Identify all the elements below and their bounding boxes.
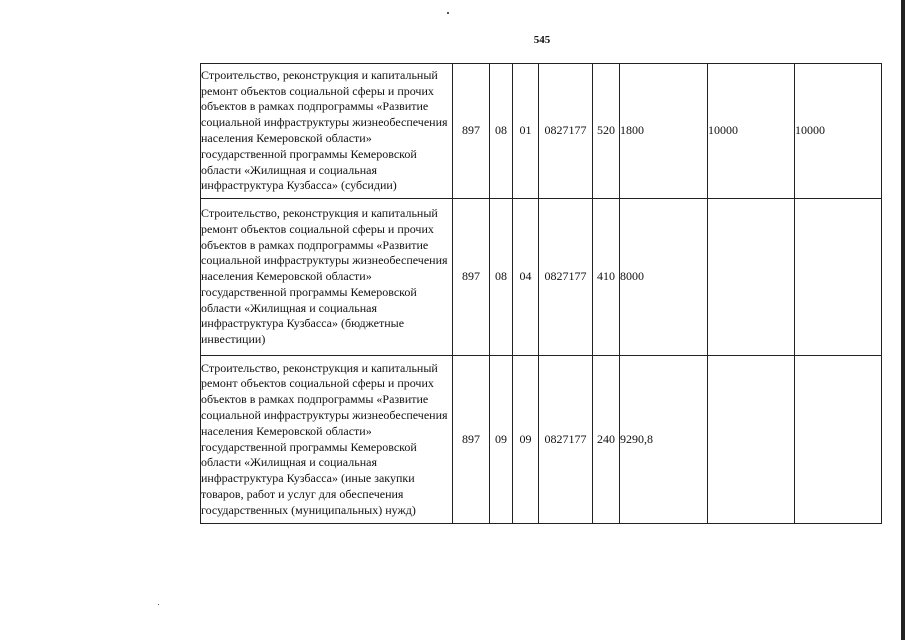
row-description: Строительство, реконструкция и капитальный ремонт объектов социальной сферы и прочих объектов в рамках подпрограммы «Развитие социальной инфраструктуры жизнеобеспечения населения Кемеровской области» государственной программы Кемеровской области «Жилищная и социальная инфраструктура Кузбасса» (иные закупки товаров, работ и услуг для обеспечения государственных (муниципальных) нужд) [201, 356, 453, 524]
scan-speck-top [447, 12, 449, 14]
target-article-code: 0827177 [539, 356, 593, 524]
subsection-code: 04 [513, 199, 539, 356]
section-code: 08 [490, 199, 513, 356]
amount-3: 10000 [795, 64, 882, 199]
section-code: 08 [490, 64, 513, 199]
table-row [201, 64, 882, 199]
expense-type-code: 410 [593, 199, 620, 356]
scan-edge-shadow [901, 0, 905, 640]
page-number: 545 [533, 34, 551, 46]
table-row [201, 199, 882, 356]
amount-2: 10000 [708, 64, 795, 199]
target-article-code: 0827177 [539, 64, 593, 199]
amount-2 [708, 356, 795, 524]
ministry-code: 897 [453, 64, 490, 199]
budget-table [200, 63, 882, 524]
ministry-code: 897 [453, 199, 490, 356]
expense-type-code: 240 [593, 356, 620, 524]
amount-1: 1800 [620, 64, 708, 199]
subsection-code: 09 [513, 356, 539, 524]
row-description: Строительство, реконструкция и капитальный ремонт объектов социальной сферы и прочих объектов в рамках подпрограммы «Развитие социальной инфраструктуры жизнеобеспечения населения Кемеровской области» государственной программы Кемеровской области «Жилищная и социальная инфраструктура Кузбасса» (бюджетные инвестиции) [201, 199, 453, 356]
row-description: Строительство, реконструкция и капитальный ремонт объектов социальной сферы и прочих объектов в рамках подпрограммы «Развитие социальной инфраструктуры жизнеобеспечения населения Кемеровской области» государственной программы Кемеровской области «Жилищная и социальная инфраструктура Кузбасса» (субсидии) [201, 64, 453, 199]
amount-2 [708, 199, 795, 356]
amount-3 [795, 199, 882, 356]
amount-1: 9290,8 [620, 356, 708, 524]
subsection-code: 01 [513, 64, 539, 199]
amount-1: 8000 [620, 199, 708, 356]
expense-type-code: 520 [593, 64, 620, 199]
amount-3 [795, 356, 882, 524]
target-article-code: 0827177 [539, 199, 593, 356]
section-code: 09 [490, 356, 513, 524]
table-row [201, 356, 882, 524]
scan-speck-bottom [158, 604, 159, 605]
ministry-code: 897 [453, 356, 490, 524]
